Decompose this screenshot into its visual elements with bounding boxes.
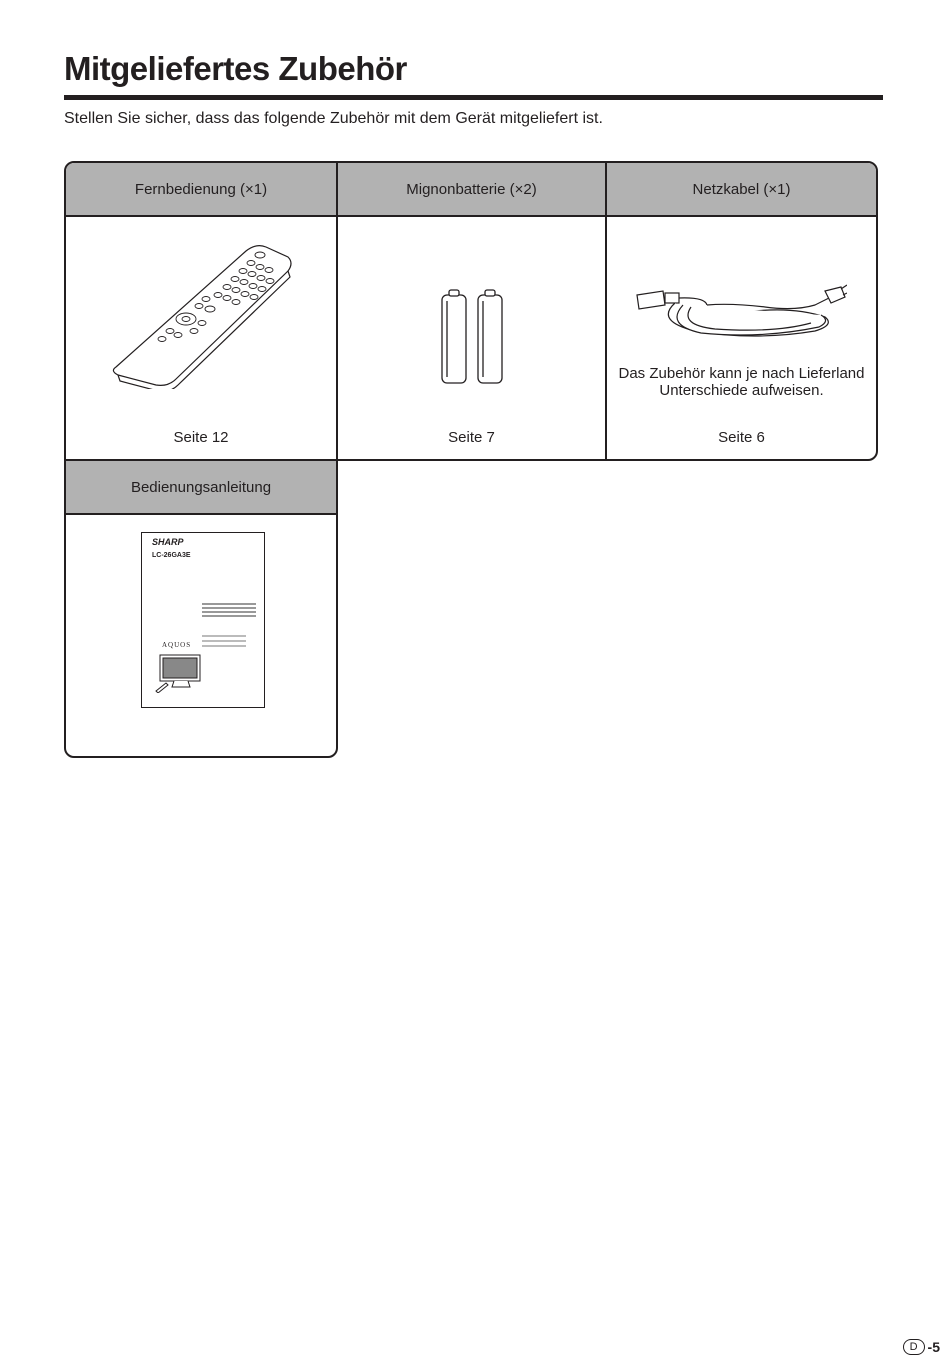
language-badge: D — [903, 1339, 925, 1355]
page-number: -5 — [927, 1339, 940, 1355]
accessory-label: Bedienungsanleitung — [66, 461, 336, 515]
manual-brand: SHARP — [152, 537, 184, 547]
intro-text: Stellen Sie sicher, dass das folgende Zubehör mit dem Gerät mitgeliefert ist. — [64, 110, 603, 127]
accessory-card-manual — [64, 459, 338, 758]
accessory-label: Mignonbatterie (×2) — [338, 163, 605, 217]
manual-product-line: AQUOS — [162, 641, 192, 649]
manual-icon — [141, 532, 265, 708]
accessory-card-power-cord — [605, 161, 878, 461]
page-reference: Seite 7 — [448, 429, 495, 446]
page-reference: Seite 12 — [173, 429, 229, 446]
manual-subtitle-bars — [202, 635, 246, 647]
battery-icon — [438, 289, 508, 387]
accessory-card-remote — [64, 161, 338, 461]
accessory-label: Fernbedienung (×1) — [66, 163, 336, 217]
manual-title-bars — [202, 603, 256, 617]
power-cord-icon — [635, 281, 847, 341]
title-rule — [64, 95, 883, 100]
accessory-label: Netzkabel (×1) — [607, 163, 876, 217]
page-title: Mitgeliefertes Zubehör — [64, 50, 407, 87]
accessory-card-battery — [336, 161, 607, 461]
power-cord-note: Das Zubehör kann je nach Lieferland Unterschiede aufweisen. — [618, 365, 865, 399]
tv-icon — [154, 653, 204, 693]
page-reference: Seite 6 — [718, 429, 765, 446]
remote-control-icon — [106, 239, 296, 389]
manual-model: LC-26GA3E — [152, 552, 191, 559]
page-footer — [903, 1339, 940, 1355]
